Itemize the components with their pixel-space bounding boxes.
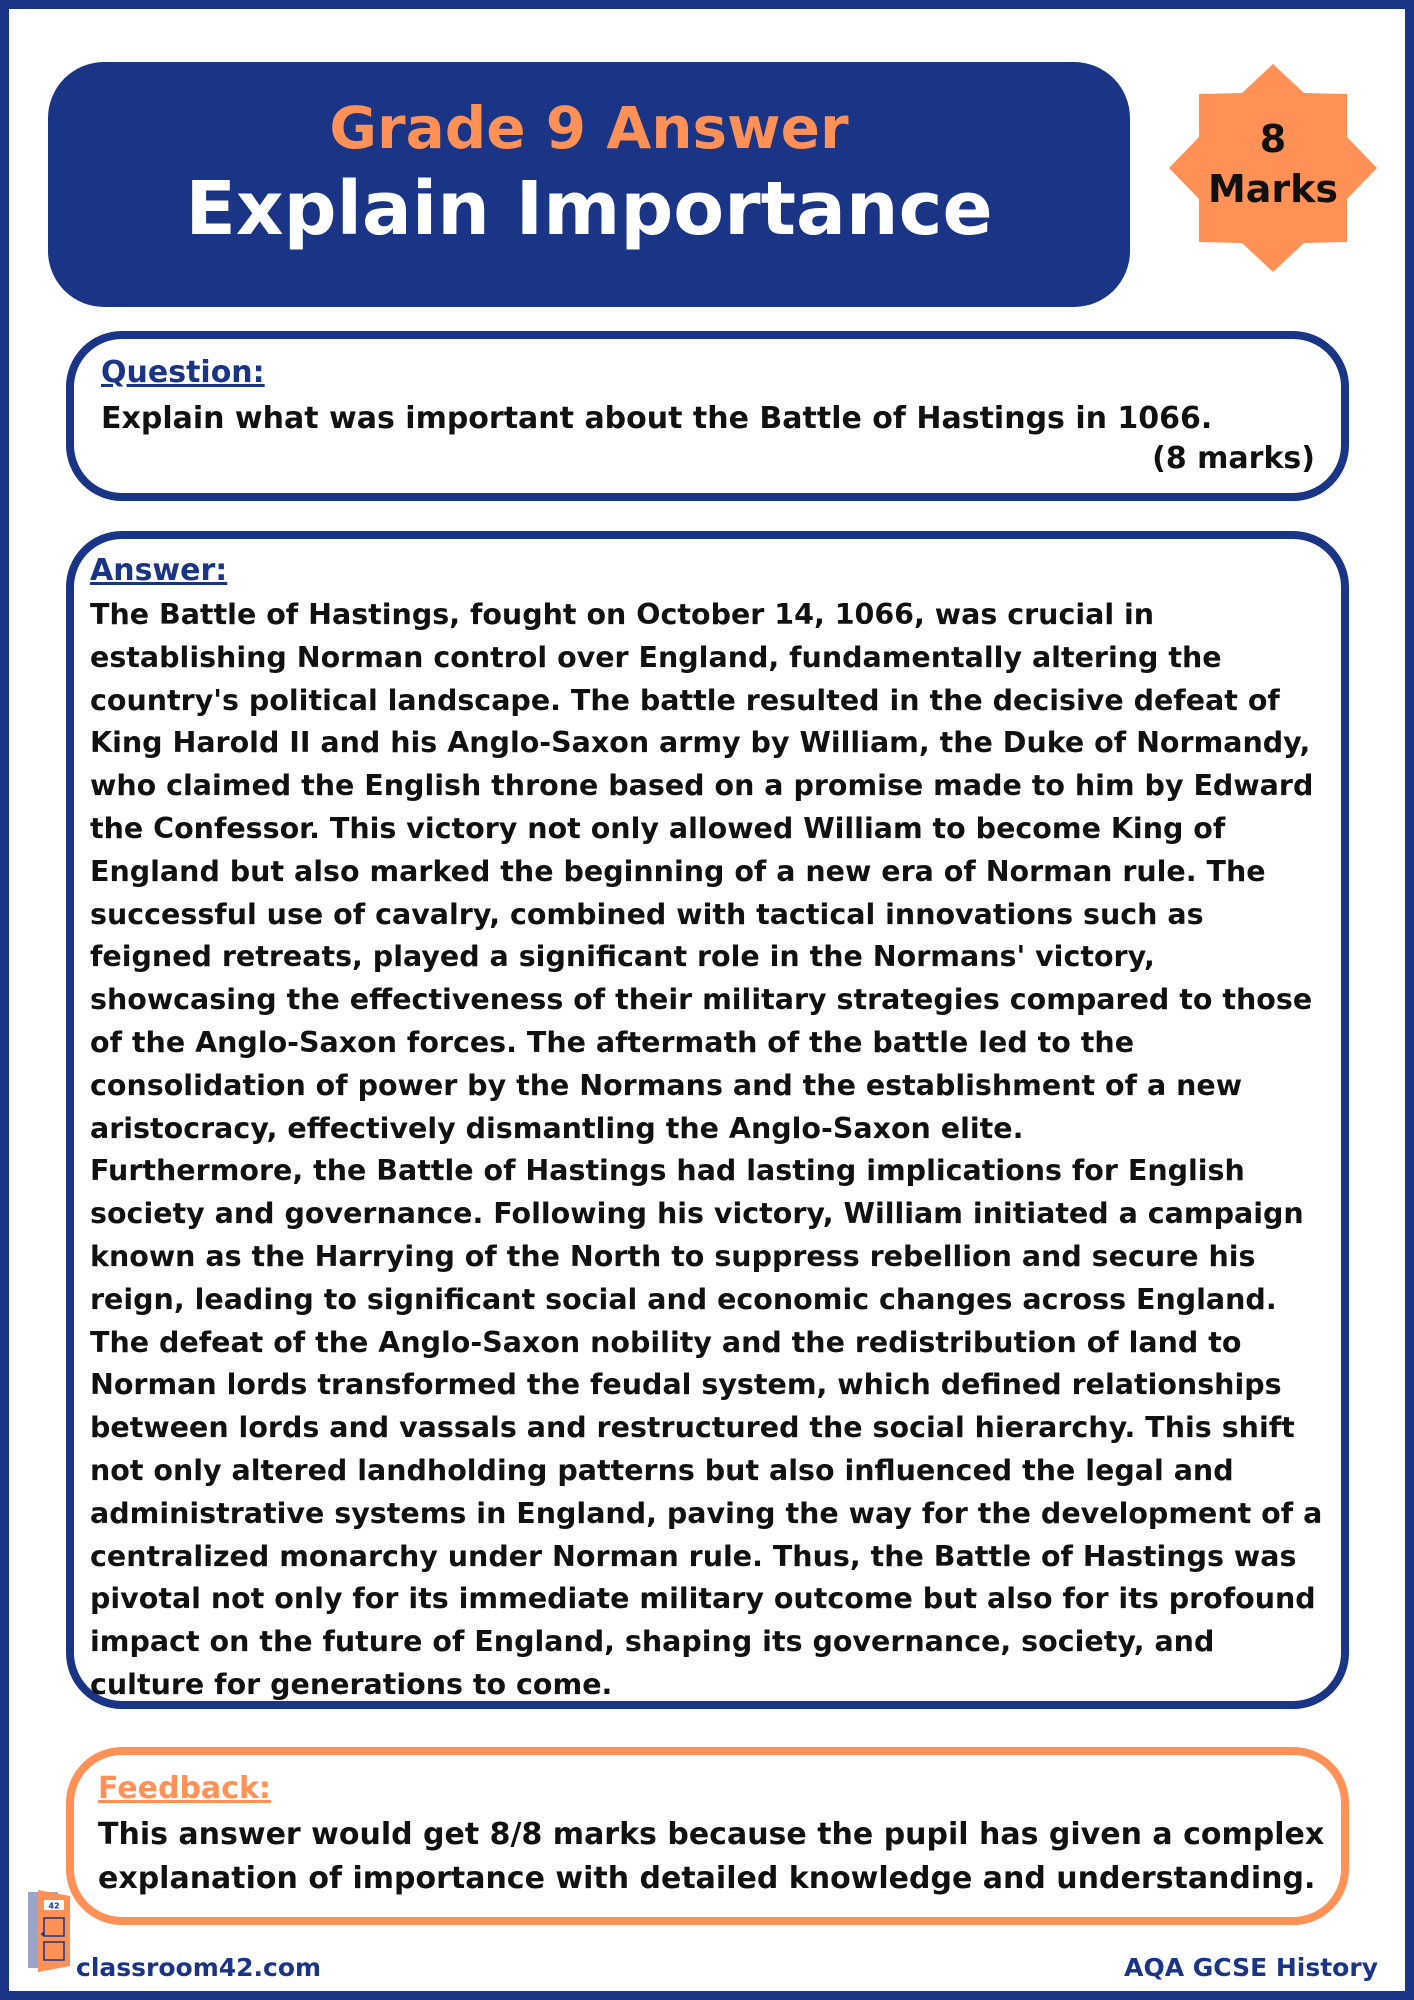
badge-text [1167,114,1379,214]
answer-box [66,531,1349,1709]
footer-course: AQA GCSE History [1124,1953,1378,1982]
title-banner [48,62,1130,307]
grade-heading: Grade 9 Answer [329,94,849,162]
logo-number: 42 [48,1901,60,1911]
door-logo-icon [26,1888,72,1972]
question-text: Explain what was important about the Battle of Hastings in 1066. [101,401,1213,436]
question-label: Question: [101,355,265,390]
answer-paragraph: Furthermore, the Battle of Hastings had lasting implications for English society and governance. Following his victory, William initiated a campaign known as the Harrying of the North to suppress rebellion and secure his reign, leading to significant social and economic changes across England. The defeat of the Anglo-Saxon nobility and the redistribution of land to Norman lords transformed the feudal system, which defined relationships between lords and vassals and restructured the social hierarchy. This shift not only altered landholding patterns but also influenced the legal and administrative systems in England, paving the way for the development of a centralized monarchy under Norman rule. Thus, the Battle of Hastings was pivotal not only for its immediate military outcome but also for its profound impact on the future of England, shaping its governance, society, and culture for generations to come. [90,1154,1323,1701]
question-marks: (8 marks) [1152,441,1315,476]
badge-number: 8 [1259,117,1287,161]
badge-unit: Marks [1207,167,1339,211]
marks-badge [1167,62,1379,274]
footer-site[interactable]: classroom42.com [76,1953,322,1982]
question-box [66,331,1349,501]
answer-label: Answer: [90,553,228,588]
feedback-label: Feedback: [98,1771,271,1806]
feedback-text: This answer would get 8/8 marks because the pupil has given a complex explanation of importance with detailed knowledge and understanding. [98,1817,1325,1896]
feedback-box [66,1747,1349,1925]
answer-paragraph: The Battle of Hastings, fought on October 14, 1066, was crucial in establishing Norman control over England, fundamentally altering the country's political landscape. The battle resulted in the decisive defeat of King Harold II and his Anglo-Saxon army by William, the Duke of Normandy, who claimed the English throne based on a promise made to him by Edward the Confessor. This victory not only allowed William to become King of England but also marked the beginning of a new era of Norman rule. The successful use of cavalry, combined with tactical innovations such as feigned retreats, played a significant role in the Normans' victory, showcasing the effectiveness of their military strategies compared to those of the Anglo-Saxon forces. The aftermath of the battle led to the consolidation of power by the Normans and the establishment of a new aristocracy, effectively dismantling the Anglo-Saxon elite. [90,598,1314,1145]
answer-text [90,594,1335,1707]
page-title: Explain Importance [185,166,993,252]
